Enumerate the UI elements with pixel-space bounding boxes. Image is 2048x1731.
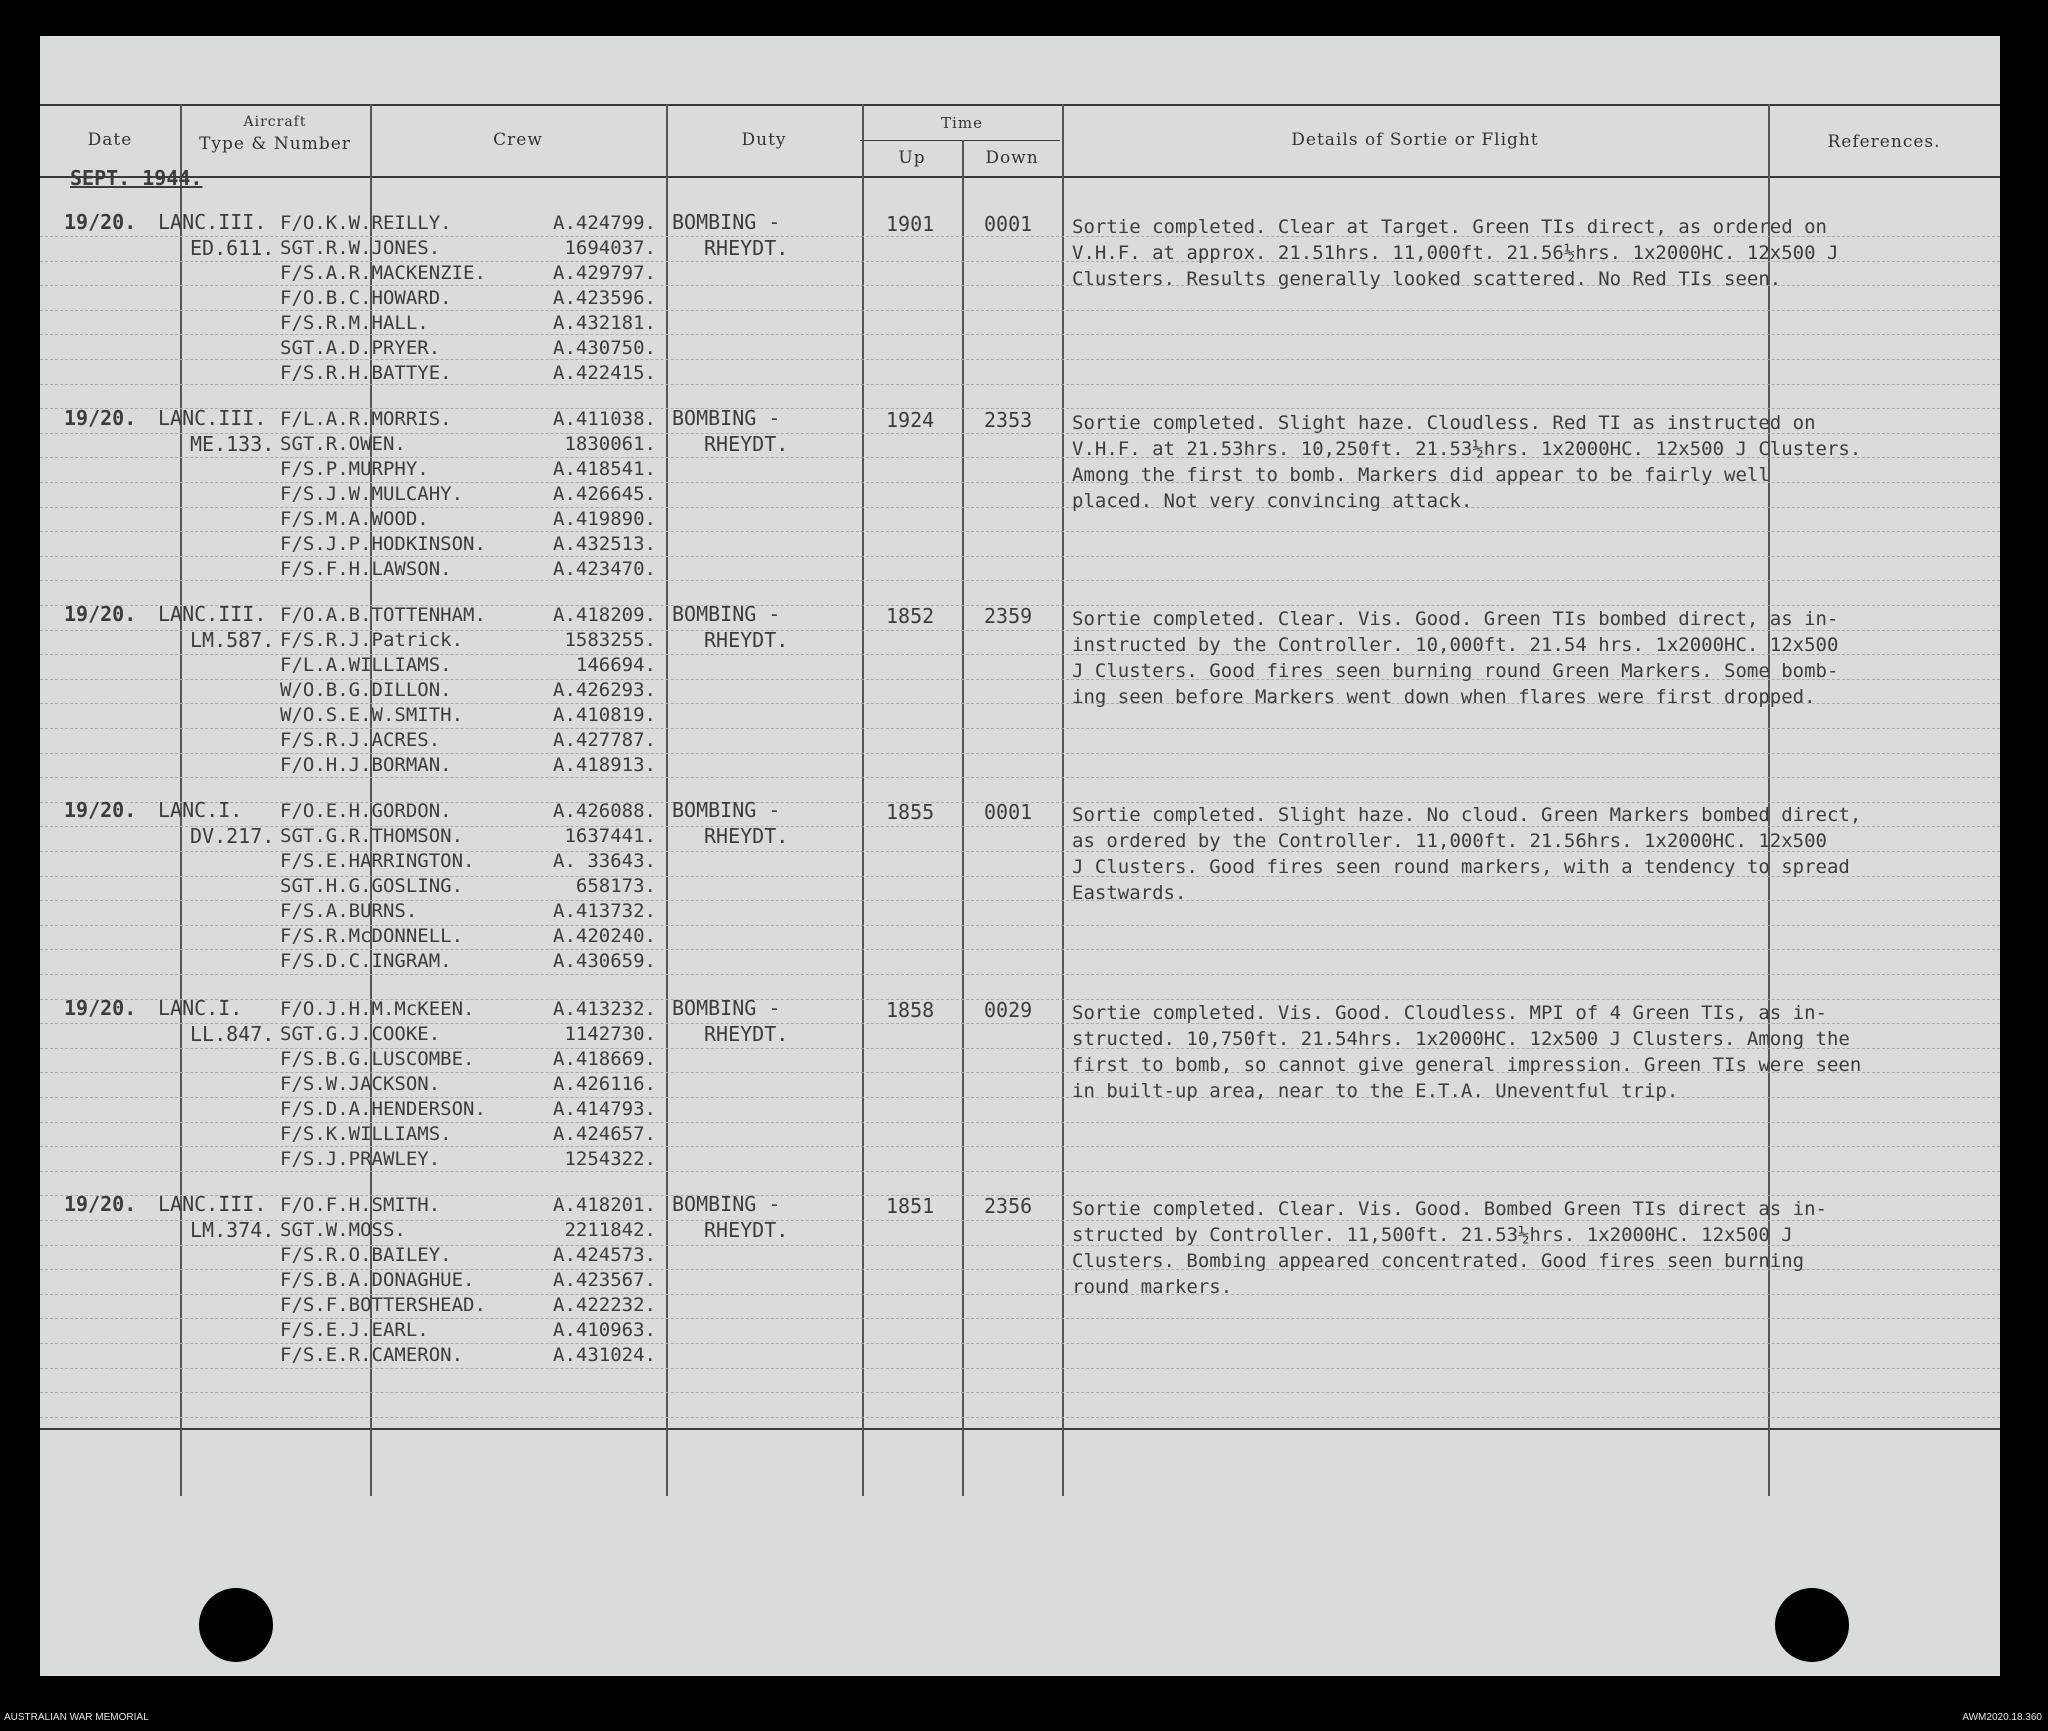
crew-name: SGT.H.G.GOSLING. bbox=[280, 875, 464, 897]
crew-service-number: A.429797. bbox=[553, 262, 656, 284]
crew-row bbox=[280, 1319, 656, 1344]
time-up: 1851 bbox=[886, 1194, 935, 1218]
crew-service-number: 1830061. bbox=[564, 433, 656, 455]
duty-line: BOMBING - bbox=[672, 1192, 781, 1216]
crew-row bbox=[280, 900, 656, 925]
details-line: Sortie completed. Slight haze. No cloud. Green Markers bombed direct, bbox=[1072, 804, 1862, 826]
crew-row bbox=[280, 1344, 656, 1369]
crew-row bbox=[280, 533, 656, 558]
crew-service-number: A.427787. bbox=[553, 729, 656, 751]
crew-name: F/S.E.R.CAMERON. bbox=[280, 1344, 464, 1366]
crew-service-number: A.423567. bbox=[553, 1269, 656, 1291]
crew-service-number: 1637441. bbox=[564, 825, 656, 847]
sortie-block bbox=[40, 1194, 2000, 1384]
header-duty: Duty bbox=[741, 130, 787, 150]
crew-row bbox=[280, 800, 656, 825]
crew-name: F/O.A.B.TOTTENHAM. bbox=[280, 604, 486, 626]
details-line: Among the first to bomb. Markers did appear to be fairly well bbox=[1072, 464, 1770, 486]
time-divider-rule bbox=[860, 140, 1060, 141]
header-references: References. bbox=[1827, 132, 1941, 152]
crew-service-number: A.410819. bbox=[553, 704, 656, 726]
crew-name: F/S.R.O.BAILEY. bbox=[280, 1244, 452, 1266]
crew-row bbox=[280, 1219, 656, 1244]
details-line: Sortie completed. Vis. Good. Cloudless. MPI of 4 Green TIs, as in- bbox=[1072, 1002, 1827, 1024]
crew-service-number: A.410963. bbox=[553, 1319, 656, 1341]
sortie-block bbox=[40, 212, 2000, 402]
details-line: structed. 10,750ft. 21.54hrs. 1x2000HC. 12x500 J Clusters. Among the bbox=[1072, 1028, 1850, 1050]
aircraft-type: LANC.I. bbox=[158, 798, 243, 822]
duty-line: BOMBING - bbox=[672, 406, 781, 430]
time-up: 1901 bbox=[886, 212, 935, 236]
details-line: ing seen before Markers went down when flares were first dropped. bbox=[1072, 686, 1816, 708]
crew-name: F/S.F.BOTTERSHEAD. bbox=[280, 1294, 486, 1316]
crew-name: F/O.J.H.M.McKEEN. bbox=[280, 998, 475, 1020]
sortie-date: 19/20. bbox=[64, 1192, 137, 1216]
sortie-date: 19/20. bbox=[64, 602, 137, 626]
aircraft-type: LANC.III. bbox=[158, 602, 267, 626]
duty-line: RHEYDT. bbox=[704, 1022, 789, 1046]
crew-row bbox=[280, 312, 656, 337]
crew-row bbox=[280, 1269, 656, 1294]
crew-row bbox=[280, 433, 656, 458]
month-label: SEPT. 1944. bbox=[70, 166, 203, 190]
crew-row bbox=[280, 875, 656, 900]
crew-row bbox=[280, 483, 656, 508]
crew-row bbox=[280, 754, 656, 779]
details-line: Clusters. Results generally looked scattered. No Red TIs seen. bbox=[1072, 268, 1782, 290]
crew-row bbox=[280, 1023, 656, 1048]
aircraft-number: LL.847. bbox=[190, 1022, 275, 1046]
header-aircraft-line1: Aircraft bbox=[243, 114, 307, 130]
crew-row bbox=[280, 679, 656, 704]
crew-name: SGT.R.W.JONES. bbox=[280, 237, 441, 259]
time-down: 0001 bbox=[984, 212, 1033, 236]
crew-name: F/S.R.J.Patrick. bbox=[280, 629, 464, 651]
crew-service-number: A.413732. bbox=[553, 900, 656, 922]
crew-name: F/S.J.P.HODKINSON. bbox=[280, 533, 486, 555]
time-up: 1858 bbox=[886, 998, 935, 1022]
crew-row bbox=[280, 237, 656, 262]
header-date: Date bbox=[87, 130, 133, 150]
sortie-date: 19/20. bbox=[64, 996, 137, 1020]
details-line: Sortie completed. Slight haze. Cloudless. Red TI as instructed on bbox=[1072, 412, 1816, 434]
crew-row bbox=[280, 408, 656, 433]
crew-name: F/S.R.J.ACRES. bbox=[280, 729, 441, 751]
crew-name: F/O.B.C.HOWARD. bbox=[280, 287, 452, 309]
crew-row bbox=[280, 212, 656, 237]
details-line: Sortie completed. Clear. Vis. Good. Bombed Green TIs direct as in- bbox=[1072, 1198, 1827, 1220]
crew-row bbox=[280, 1123, 656, 1148]
crew-row bbox=[280, 850, 656, 875]
header-time: Time bbox=[941, 114, 983, 132]
sortie-date: 19/20. bbox=[64, 798, 137, 822]
sortie-details bbox=[1072, 214, 1952, 292]
sortie-details bbox=[1072, 606, 1952, 710]
time-down: 0001 bbox=[984, 800, 1033, 824]
crew-row bbox=[280, 1244, 656, 1269]
header-aircraft-line2: Type & Number bbox=[199, 134, 351, 154]
crew-name: F/S.D.A.HENDERSON. bbox=[280, 1098, 486, 1120]
duty-line: RHEYDT. bbox=[704, 824, 789, 848]
details-line: Eastwards. bbox=[1072, 882, 1187, 904]
crew-row bbox=[280, 950, 656, 975]
crew-service-number: 1254322. bbox=[564, 1148, 656, 1170]
crew-name: SGT.R.OWEN. bbox=[280, 433, 406, 455]
footer-left: AUSTRALIAN WAR MEMORIAL bbox=[4, 1712, 149, 1723]
crew-service-number: 658173. bbox=[575, 875, 656, 897]
crew-name: F/S.J.W.MULCAHY. bbox=[280, 483, 464, 505]
aircraft-number: LM.587. bbox=[190, 628, 275, 652]
duty-line: RHEYDT. bbox=[704, 1218, 789, 1242]
header-top-rule bbox=[40, 104, 2000, 106]
crew-service-number: A.424657. bbox=[553, 1123, 656, 1145]
crew-name: F/O.E.H.GORDON. bbox=[280, 800, 452, 822]
aircraft-number: ED.611. bbox=[190, 236, 275, 260]
duty-line: BOMBING - bbox=[672, 798, 781, 822]
details-line: first to bomb, so cannot give general impression. Green TIs were seen bbox=[1072, 1054, 1862, 1076]
header-up: Up bbox=[898, 148, 926, 168]
aircraft-number: LM.374. bbox=[190, 1218, 275, 1242]
crew-row bbox=[280, 262, 656, 287]
crew-row bbox=[280, 925, 656, 950]
ruling-line bbox=[40, 1417, 2000, 1418]
crew-name: F/S.R.M.HALL. bbox=[280, 312, 429, 334]
crew-service-number: A.430659. bbox=[553, 950, 656, 972]
crew-service-number: 146694. bbox=[575, 654, 656, 676]
aircraft-type: LANC.I. bbox=[158, 996, 243, 1020]
crew-service-number: A.422415. bbox=[553, 362, 656, 384]
duty-line: RHEYDT. bbox=[704, 628, 789, 652]
sortie-block bbox=[40, 998, 2000, 1188]
crew-row bbox=[280, 558, 656, 583]
crew-service-number: A.423596. bbox=[553, 287, 656, 309]
time-up: 1924 bbox=[886, 408, 935, 432]
crew-service-number: A.418669. bbox=[553, 1048, 656, 1070]
duty-line: BOMBING - bbox=[672, 210, 781, 234]
aircraft-number: ME.133. bbox=[190, 432, 275, 456]
crew-service-number: 1583255. bbox=[564, 629, 656, 651]
crew-row bbox=[280, 1148, 656, 1173]
crew-name: F/O.F.H.SMITH. bbox=[280, 1194, 441, 1216]
crew-service-number: A.431024. bbox=[553, 1344, 656, 1366]
duty-line: BOMBING - bbox=[672, 996, 781, 1020]
details-line: as ordered by the Controller. 11,000ft. 21.56hrs. 1x2000HC. 12x500 bbox=[1072, 830, 1827, 852]
crew-name: F/S.R.McDONNELL. bbox=[280, 925, 464, 947]
crew-service-number: A.430750. bbox=[553, 337, 656, 359]
crew-name: F/S.A.BURNS. bbox=[280, 900, 418, 922]
crew-name: F/S.F.H.LAWSON. bbox=[280, 558, 452, 580]
crew-name: F/S.J.PRAWLEY. bbox=[280, 1148, 441, 1170]
crew-name: F/S.K.WILLIAMS. bbox=[280, 1123, 452, 1145]
crew-service-number: A.418209. bbox=[553, 604, 656, 626]
details-line: J Clusters. Good fires seen round markers, with a tendency to spread bbox=[1072, 856, 1850, 878]
sortie-details bbox=[1072, 802, 1952, 906]
time-down: 2359 bbox=[984, 604, 1033, 628]
crew-service-number: A.418201. bbox=[553, 1194, 656, 1216]
ruling-line bbox=[40, 1392, 2000, 1393]
duty-line: RHEYDT. bbox=[704, 432, 789, 456]
crew-name: SGT.G.R.THOMSON. bbox=[280, 825, 464, 847]
crew-service-number: 1694037. bbox=[564, 237, 656, 259]
sortie-block bbox=[40, 800, 2000, 990]
sortie-details bbox=[1072, 1000, 1952, 1104]
details-line: Sortie completed. Clear at Target. Green TIs direct, as ordered on bbox=[1072, 216, 1827, 238]
crew-name: F/S.B.A.DONAGHUE. bbox=[280, 1269, 475, 1291]
time-down: 2356 bbox=[984, 1194, 1033, 1218]
crew-row bbox=[280, 825, 656, 850]
crew-service-number: A.420240. bbox=[553, 925, 656, 947]
crew-service-number: A.419890. bbox=[553, 508, 656, 530]
crew-name: W/O.S.E.W.SMITH. bbox=[280, 704, 464, 726]
details-line: V.H.F. at approx. 21.51hrs. 11,000ft. 21.56½hrs. 1x2000HC. 12x500 J bbox=[1072, 242, 1839, 264]
aircraft-type: LANC.III. bbox=[158, 210, 267, 234]
time-down: 0029 bbox=[984, 998, 1033, 1022]
aircraft-type: LANC.III. bbox=[158, 1192, 267, 1216]
crew-service-number: A.424573. bbox=[553, 1244, 656, 1266]
aircraft-type: LANC.III. bbox=[158, 406, 267, 430]
sortie-date: 19/20. bbox=[64, 210, 137, 234]
duty-line: RHEYDT. bbox=[704, 236, 789, 260]
crew-row bbox=[280, 508, 656, 533]
binder-hole-right bbox=[1775, 1588, 1849, 1662]
crew-row bbox=[280, 1098, 656, 1123]
crew-row bbox=[280, 654, 656, 679]
crew-service-number: A.426116. bbox=[553, 1073, 656, 1095]
crew-name: F/L.A.WILLIAMS. bbox=[280, 654, 452, 676]
details-line: placed. Not very convincing attack. bbox=[1072, 490, 1473, 512]
header-down: Down bbox=[985, 148, 1039, 168]
crew-name: SGT.W.MOSS. bbox=[280, 1219, 406, 1241]
crew-name: W/O.B.G.DILLON. bbox=[280, 679, 452, 701]
crew-name: F/L.A.R.MORRIS. bbox=[280, 408, 452, 430]
crew-name: F/O.H.J.BORMAN. bbox=[280, 754, 452, 776]
crew-service-number: A.418913. bbox=[553, 754, 656, 776]
crew-row bbox=[280, 1073, 656, 1098]
crew-name: F/O.K.W.REILLY. bbox=[280, 212, 452, 234]
crew-service-number: A.423470. bbox=[553, 558, 656, 580]
crew-service-number: A.426293. bbox=[553, 679, 656, 701]
time-down: 2353 bbox=[984, 408, 1033, 432]
crew-service-number: A.432513. bbox=[553, 533, 656, 555]
duty-line: BOMBING - bbox=[672, 602, 781, 626]
crew-service-number: A.411038. bbox=[553, 408, 656, 430]
details-line: in built-up area, near to the E.T.A. Uneventful trip. bbox=[1072, 1080, 1679, 1102]
crew-service-number: A.432181. bbox=[553, 312, 656, 334]
crew-name: F/S.B.G.LUSCOMBE. bbox=[280, 1048, 475, 1070]
crew-name: F/S.P.MURPHY. bbox=[280, 458, 429, 480]
crew-row bbox=[280, 629, 656, 654]
binder-hole-left bbox=[199, 1588, 273, 1662]
time-up: 1852 bbox=[886, 604, 935, 628]
crew-name: SGT.A.D.PRYER. bbox=[280, 337, 441, 359]
crew-row bbox=[280, 729, 656, 754]
crew-service-number: A.414793. bbox=[553, 1098, 656, 1120]
crew-service-number: A.424799. bbox=[553, 212, 656, 234]
crew-name: F/S.R.H.BATTYE. bbox=[280, 362, 452, 384]
crew-service-number: 2211842. bbox=[564, 1219, 656, 1241]
details-line: structed by Controller. 11,500ft. 21.53½hrs. 1x2000HC. 12x500 J bbox=[1072, 1224, 1793, 1246]
crew-row bbox=[280, 1194, 656, 1219]
sortie-details bbox=[1072, 1196, 1952, 1300]
record-sheet bbox=[40, 36, 2000, 1676]
details-line: V.H.F. at 21.53hrs. 10,250ft. 21.53½hrs. 1x2000HC. 12x500 J Clusters. bbox=[1072, 438, 1862, 460]
details-line: Sortie completed. Clear. Vis. Good. Green TIs bombed direct, as in- bbox=[1072, 608, 1839, 630]
crew-service-number: A.418541. bbox=[553, 458, 656, 480]
crew-row bbox=[280, 458, 656, 483]
details-line: round markers. bbox=[1072, 1276, 1233, 1298]
crew-name: F/S.E.HARRINGTON. bbox=[280, 850, 475, 872]
crew-service-number: A.426645. bbox=[553, 483, 656, 505]
crew-row bbox=[280, 1294, 656, 1319]
sortie-block bbox=[40, 604, 2000, 794]
crew-service-number: A.422232. bbox=[553, 1294, 656, 1316]
crew-name: F/S.E.J.EARL. bbox=[280, 1319, 429, 1341]
details-line: Clusters. Bombing appeared concentrated. Good fires seen burning bbox=[1072, 1250, 1805, 1272]
crew-name: F/S.D.C.INGRAM. bbox=[280, 950, 452, 972]
footer-right: AWM2020.18.360 bbox=[1962, 1712, 2042, 1723]
sortie-date: 19/20. bbox=[64, 406, 137, 430]
crew-name: F/S.M.A.WOOD. bbox=[280, 508, 429, 530]
header-details: Details of Sortie or Flight bbox=[1291, 130, 1539, 150]
crew-row bbox=[280, 362, 656, 387]
header-bottom-rule bbox=[40, 176, 2000, 178]
details-line: instructed by the Controller. 10,000ft. 21.54 hrs. 1x2000HC. 12x500 bbox=[1072, 634, 1839, 656]
crew-name: F/S.W.JACKSON. bbox=[280, 1073, 441, 1095]
crew-service-number: A.426088. bbox=[553, 800, 656, 822]
header-crew: Crew bbox=[493, 130, 543, 150]
crew-service-number: A. 33643. bbox=[553, 850, 656, 872]
sortie-details bbox=[1072, 410, 1952, 514]
table-bottom-rule bbox=[40, 1428, 2000, 1430]
crew-row bbox=[280, 337, 656, 362]
aircraft-number: DV.217. bbox=[190, 824, 275, 848]
crew-name: SGT.G.J.COOKE. bbox=[280, 1023, 441, 1045]
crew-row bbox=[280, 704, 656, 729]
crew-service-number: 1142730. bbox=[564, 1023, 656, 1045]
crew-row bbox=[280, 998, 656, 1023]
sortie-block bbox=[40, 408, 2000, 598]
time-up: 1855 bbox=[886, 800, 935, 824]
crew-row bbox=[280, 1048, 656, 1073]
crew-row bbox=[280, 287, 656, 312]
crew-name: F/S.A.R.MACKENZIE. bbox=[280, 262, 486, 284]
crew-row bbox=[280, 604, 656, 629]
details-line: J Clusters. Good fires seen burning round Green Markers. Some bomb- bbox=[1072, 660, 1839, 682]
crew-service-number: A.413232. bbox=[553, 998, 656, 1020]
